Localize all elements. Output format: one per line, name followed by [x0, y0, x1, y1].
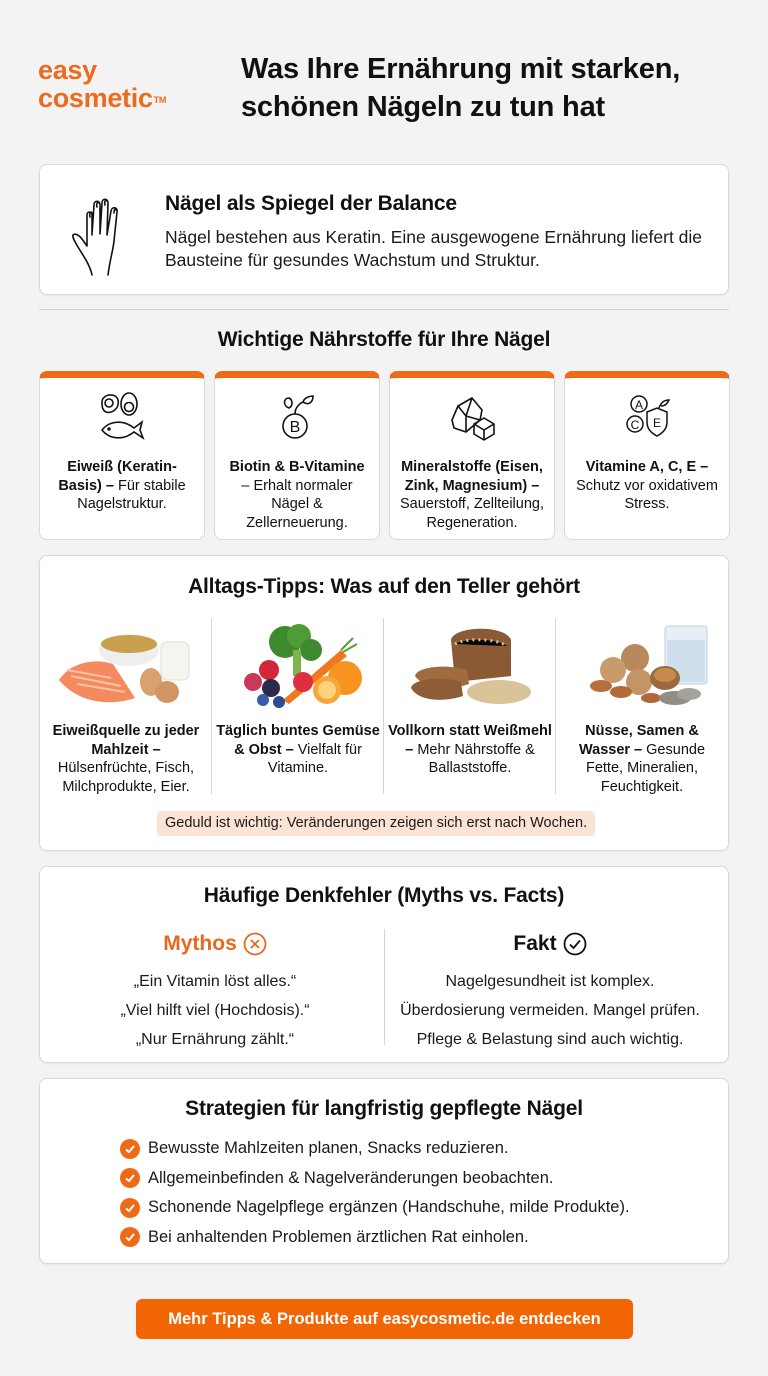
strategies-title: Strategien für langfristig gepflegte Nägel: [185, 1097, 583, 1120]
patience-note: Geduld ist wichtig: Veränderungen zeigen sich erst nach Wochen.: [157, 811, 595, 836]
column-divider: [384, 929, 385, 1045]
nutrients-title: Wichtige Nährstoffe für Ihre Nägel: [217, 328, 551, 351]
brand-logo: [38, 56, 166, 112]
tip-vegetables: [212, 618, 384, 794]
fact-item: Pflege & Belastung sind auch wichtig.: [416, 1031, 684, 1048]
protein-food-icon: [94, 390, 150, 446]
nutrient-text: Biotin & B-Vitamine – Erhalt normaler Nägel & Zellerneuerung.: [229, 459, 365, 531]
check-icon: [120, 1227, 140, 1247]
strategy-item: Allgemeinbefinden & Nagelveränderungen beobachten.: [120, 1164, 630, 1194]
strategy-item: Bei anhaltenden Problemen ärztlichen Rat einholen.: [120, 1223, 630, 1253]
hand-icon: [70, 191, 134, 277]
trademark: TM: [153, 95, 167, 105]
tips-card: [39, 555, 729, 851]
nuts-seeds-water-image: [567, 620, 717, 708]
myth-column: [60, 929, 370, 1054]
nutrient-text: Vitamine A, C, E – Schutz vor oxidativem Stress.: [576, 459, 718, 512]
strategy-item: Schonende Nagelpflege ergänzen (Handschuhe, milde Produkte).: [120, 1193, 630, 1223]
svg-text:B: B: [289, 419, 301, 436]
nutrient-text: Mineralstoffe (Eisen, Zink, Magnesium) – Sauerstoff, Zellteilung, Regeneration.: [399, 459, 544, 531]
fact-label: Fakt: [513, 932, 557, 955]
myth-label: Mythos: [163, 932, 237, 955]
svg-text:A: A: [634, 398, 644, 412]
intro-text: Nägel bestehen aus Keratin. Eine ausgewogene Ernährung liefert die Bausteine für gesundes Wachstum und Struktur.: [165, 227, 703, 270]
check-circle-icon: [563, 932, 587, 956]
check-icon: [120, 1198, 140, 1218]
myths-card: [39, 866, 729, 1063]
fact-item: Nagelgesundheit ist komplex.: [445, 973, 655, 990]
tip-nuts: [556, 618, 728, 794]
x-circle-icon: [243, 932, 267, 956]
nutrient-text: Eiweiß (Keratin-Basis) – Für stabile Nagelstruktur.: [58, 459, 186, 512]
tip-wholegrain: [384, 618, 556, 794]
brand-line2: cosmetic: [38, 83, 153, 113]
wholegrain-bread-image: [395, 620, 545, 708]
tip-text: Täglich buntes Gemüse & Obst – Vielfalt für Vitamine.: [216, 723, 380, 776]
fruit-vegetables-image: [223, 620, 373, 708]
protein-foods-image: [51, 620, 201, 708]
intro-card: [39, 164, 729, 295]
svg-text:E: E: [652, 416, 662, 430]
tip-text: Vollkorn statt Weißmehl – Mehr Nährstoffe & Ballaststoffe.: [388, 723, 552, 776]
tip-text: Eiweißquelle zu jeder Mahlzeit – Hülsenfrüchte, Fisch, Milchprodukte, Eier.: [52, 723, 200, 795]
vitamins-ace-icon: [619, 390, 675, 446]
minerals-icon: [444, 390, 500, 446]
section-divider: [39, 309, 729, 310]
nutrient-card-minerals: [389, 371, 555, 540]
fact-item: Überdosierung vermeiden. Mangel prüfen.: [400, 1002, 700, 1019]
intro-heading: Nägel als Spiegel der Balance: [165, 192, 457, 215]
check-icon: [120, 1168, 140, 1188]
strategy-item: Bewusste Mahlzeiten planen, Snacks reduzieren.: [120, 1134, 630, 1164]
biotin-b-icon: [269, 390, 325, 446]
svg-text:C: C: [630, 418, 640, 432]
nutrient-card-protein: [39, 371, 205, 540]
myth-item: „Nur Ernährung zählt.“: [135, 1031, 295, 1048]
myth-item: „Viel hilft viel (Hochdosis).“: [120, 1002, 310, 1019]
myths-title: Häufige Denkfehler (Myths vs. Facts): [203, 884, 565, 907]
myth-item: „Ein Vitamin löst alles.“: [133, 973, 297, 990]
strategies-card: [39, 1078, 729, 1264]
fact-column: [390, 929, 710, 1054]
brand-line1: easy: [38, 55, 97, 85]
page-title: Was Ihre Ernährung mit starken, schönen Nägeln zu tun hat: [241, 53, 681, 123]
nutrient-card-vitamins: [564, 371, 730, 540]
nutrient-card-biotin: [214, 371, 380, 540]
tip-text: Nüsse, Samen & Wasser – Gesunde Fette, Mineralien, Feuchtigkeit.: [578, 723, 706, 795]
check-icon: [120, 1139, 140, 1159]
tip-protein: [40, 618, 212, 794]
tips-title: Alltags-Tipps: Was auf den Teller gehört: [188, 575, 580, 598]
cta-button[interactable]: Mehr Tipps & Produkte auf easycosmetic.de entdecken: [136, 1299, 633, 1339]
